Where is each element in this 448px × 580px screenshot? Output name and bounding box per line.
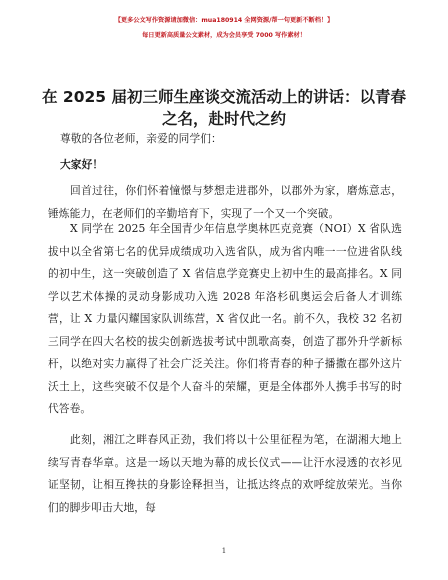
salutation: 尊敬的各位老师，亲爱的同学们： (60, 132, 222, 145)
body-paragraph-1: 回首过往，你们怀着憧憬与梦想走进郡外，以郡外为家，磨炼意志，锤炼能力，在老师们的辛勤培育下，实现了一个又一个突破。 (48, 184, 402, 220)
body-paragraph-2: X 同学在 2025 年全国青少年信息学奥林匹克竞赛（NOI）X 省队选拔中以全省第七名的优异成绩成功入选省队，成为省内唯一一位进省队线的初中生，这一突破创造了 X 省信息学竞赛史上初中生的最高排名。X 同学以艺术体操的灵动身影成功入选 2028 年洛杉矶奥运会后备人才训练营，让 X 力量闪耀国家队训练营，X 省仅此一名。前不久，我校 32 名初三同学在四大名校的拔尖创新选拔考试中凯歌高奏，创造了郡外升学新标杆，以绝对实力赢得了社会广泛关注。你们将青春的种子播撒在郡外这片沃土上，这些突破不仅是个人奋斗的荣耀，更是全体郡外人携手书写的时代答卷。 (48, 222, 402, 415)
promo-banner-line1: 【更多公文写作资源请加微信：mua180914 全网资源/帮一句更新不断档！】 (114, 17, 334, 24)
body-paragraph-3: 此刻，湘江之畔春风正劲，我们将以十公里征程为笔，在湖湘大地上续写青春华章。这是一场以天地为幕的成长仪式——让汗水浸透的衣衫见证坚韧，让相互搀扶的身影诠释担当，让抵达终点的欢呼绽放荣光。当你们的脚步叩击大地，每 (48, 433, 402, 514)
greeting: 大家好！ (60, 158, 104, 171)
document-title: 在 2025 届初三师生座谈交流活动上的讲话：以青春之名，赴时代之约 (42, 88, 406, 128)
promo-banner-line2: 每日更新高质量公文素材，成为会员享受 7000 写作素材！ (142, 32, 306, 39)
page-number: 1 (221, 547, 227, 555)
